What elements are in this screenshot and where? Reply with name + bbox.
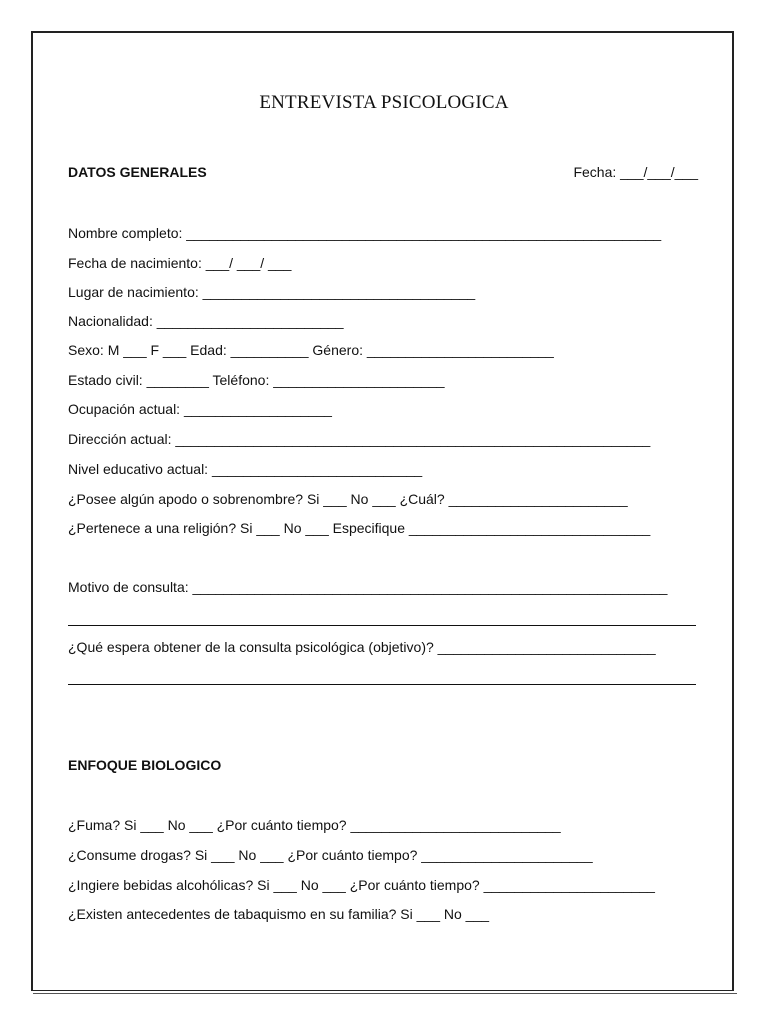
field-fecha-nacimiento[interactable]: Fecha de nacimiento: ___/ ___/ ___ bbox=[68, 255, 292, 271]
fecha-field[interactable]: Fecha: ___/___/___ bbox=[573, 164, 698, 180]
field-objetivo[interactable]: ¿Qué espera obtener de la consulta psicológica (objetivo)? ____________________________ bbox=[68, 639, 656, 655]
blank-line-objetivo[interactable] bbox=[68, 684, 696, 685]
field-ocupacion[interactable]: Ocupación actual: ___________________ bbox=[68, 401, 332, 417]
field-nacionalidad[interactable]: Nacionalidad: ________________________ bbox=[68, 313, 344, 329]
field-nombre-completo[interactable]: Nombre completo: _____________________________________________________________ bbox=[68, 225, 662, 241]
document-title: ENTREVISTA PSICOLOGICA bbox=[259, 92, 509, 113]
field-motivo-consulta[interactable]: Motivo de consulta: _____________________________________________________________ bbox=[68, 579, 668, 595]
field-lugar-nacimiento[interactable]: Lugar de nacimiento: ___________________________________ bbox=[68, 284, 476, 300]
field-religion[interactable]: ¿Pertenece a una religión? Si ___ No ___ Especifique _______________________________ bbox=[68, 520, 651, 536]
field-estado-civil-telefono[interactable]: Estado civil: ________ Teléfono: ______________________ bbox=[68, 372, 445, 388]
field-alcohol[interactable]: ¿Ingiere bebidas alcohólicas? Si ___ No ___ ¿Por cuánto tiempo? ______________________ bbox=[68, 877, 655, 893]
page-shadow bbox=[33, 991, 737, 994]
field-antecedentes-tabaquismo[interactable]: ¿Existen antecedentes de tabaquismo en su familia? Si ___ No ___ bbox=[68, 906, 490, 922]
field-drogas[interactable]: ¿Consume drogas? Si ___ No ___ ¿Por cuánto tiempo? ______________________ bbox=[68, 847, 593, 863]
field-apodo[interactable]: ¿Posee algún apodo o sobrenombre? Si ___ No ___ ¿Cuál? _______________________ bbox=[68, 491, 628, 507]
field-nivel-educativo[interactable]: Nivel educativo actual: ___________________________ bbox=[68, 461, 423, 477]
field-sexo-edad-genero[interactable]: Sexo: M ___ F ___ Edad: __________ Género: ________________________ bbox=[68, 342, 554, 358]
field-fuma[interactable]: ¿Fuma? Si ___ No ___ ¿Por cuánto tiempo? ___________________________ bbox=[68, 817, 561, 833]
section-heading-datos-generales: DATOS GENERALES bbox=[68, 164, 207, 180]
blank-line-motivo[interactable] bbox=[68, 625, 696, 626]
section-heading-enfoque-biologico: ENFOQUE BIOLOGICO bbox=[68, 757, 222, 773]
field-direccion[interactable]: Dirección actual: _____________________________________________________________ bbox=[68, 431, 651, 447]
